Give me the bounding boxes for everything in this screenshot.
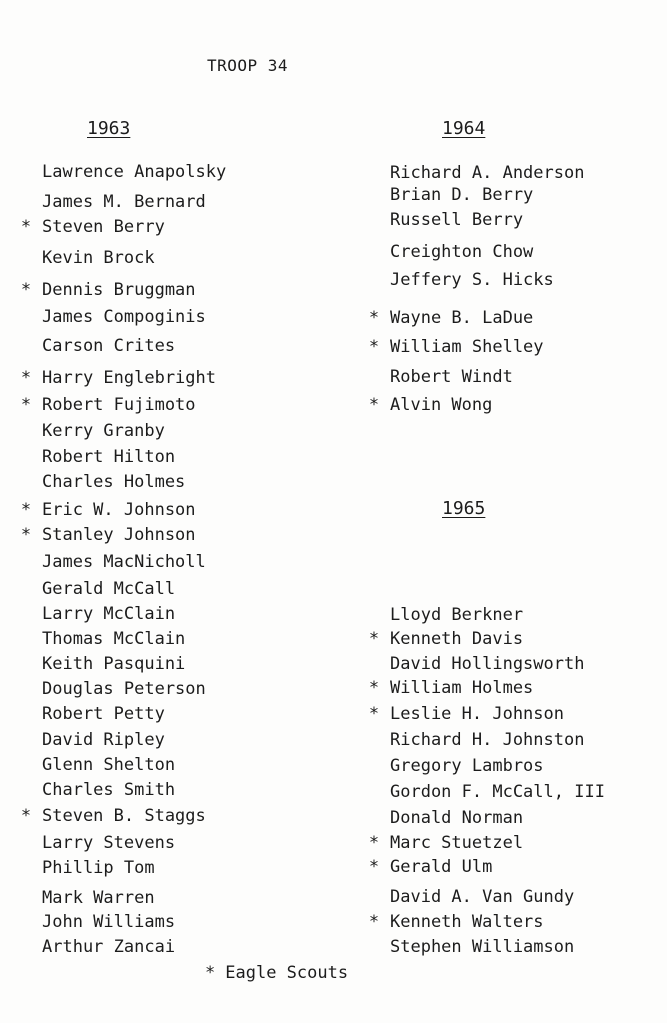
member-name: David Hollingsworth (390, 654, 585, 674)
member-entry (368, 912, 544, 932)
member-entry (390, 782, 605, 802)
legend-label: Eagle Scouts (225, 963, 349, 983)
eagle-scout-asterisk-icon: * (368, 857, 380, 877)
member-entry (390, 654, 584, 674)
member-name: Charles Holmes (42, 472, 186, 492)
member-entry (42, 472, 185, 492)
member-entry (42, 780, 175, 800)
member-name: Stanley Johnson (42, 525, 196, 545)
member-entry (42, 654, 185, 674)
member-name: Glenn Shelton (42, 755, 176, 775)
member-name: Phillip Tom (42, 858, 155, 878)
member-name: Jeffery S. Hicks (390, 270, 554, 290)
member-entry (390, 163, 584, 183)
eagle-scout-asterisk-icon: * (368, 629, 380, 649)
member-name: Robert Windt (390, 367, 513, 387)
member-name: Gregory Lambros (390, 756, 544, 776)
eagle-scout-asterisk-icon: * (20, 368, 32, 388)
member-entry (20, 280, 196, 300)
year-heading-1964: 1964 (442, 118, 486, 139)
eagle-scout-asterisk-icon: * (20, 395, 32, 415)
member-entry (42, 552, 206, 572)
member-entry (42, 755, 175, 775)
member-name: Kerry Granby (42, 421, 165, 441)
member-entry (368, 629, 524, 649)
member-name: James MacNicholl (42, 552, 206, 572)
member-name: William Holmes (390, 678, 534, 698)
member-entry (390, 367, 513, 387)
member-name: James M. Bernard (42, 192, 206, 212)
member-name: Alvin Wong (390, 395, 493, 415)
member-name: Kenneth Walters (390, 912, 544, 932)
member-name: Steven Berry (42, 217, 165, 237)
member-entry (368, 857, 493, 877)
member-name: Gordon F. McCall, III (390, 782, 605, 802)
eagle-scout-asterisk-icon: * (20, 525, 32, 545)
member-name: David Ripley (42, 730, 165, 750)
asterisk-icon: * (205, 963, 216, 983)
member-name: Creighton Chow (390, 242, 534, 262)
eagle-scout-asterisk-icon: * (368, 678, 380, 698)
member-entry (390, 185, 533, 205)
member-entry (390, 756, 544, 776)
member-entry (20, 368, 216, 388)
member-name: Donald Norman (390, 808, 524, 828)
eagle-scout-asterisk-icon: * (20, 217, 32, 237)
member-name: Richard H. Johnston (390, 730, 585, 750)
member-entry (390, 210, 523, 230)
member-name: Dennis Bruggman (42, 280, 196, 300)
eagle-scout-asterisk-icon: * (368, 337, 380, 357)
member-name: William Shelley (390, 337, 544, 357)
member-entry (368, 678, 534, 698)
member-entry (42, 858, 155, 878)
eagle-scout-asterisk-icon: * (20, 280, 32, 300)
member-entry (42, 162, 226, 182)
member-name: Lloyd Berkner (390, 605, 524, 625)
member-name: Larry McClain (42, 604, 176, 624)
legend-eagle-scouts (205, 963, 348, 983)
member-entry (390, 887, 574, 907)
member-name: Russell Berry (390, 210, 524, 230)
member-entry (42, 730, 165, 750)
member-entry (368, 308, 534, 328)
member-entry (390, 808, 523, 828)
member-name: Larry Stevens (42, 833, 176, 853)
member-name: Richard A. Anderson (390, 163, 585, 183)
member-name: Leslie H. Johnson (390, 704, 564, 724)
member-name: Douglas Peterson (42, 679, 206, 699)
member-entry (20, 806, 206, 826)
member-name: Kevin Brock (42, 248, 155, 268)
member-name: Robert Hilton (42, 447, 176, 467)
year-heading-1965: 1965 (442, 498, 486, 519)
member-entry (20, 217, 165, 237)
member-name: Carson Crites (42, 336, 176, 356)
member-name: Gerald McCall (42, 579, 176, 599)
member-entry (42, 888, 155, 908)
member-entry (368, 395, 493, 415)
eagle-scout-asterisk-icon: * (368, 704, 380, 724)
member-name: Harry Englebright (42, 368, 216, 388)
member-entry (20, 395, 196, 415)
member-entry (390, 605, 523, 625)
member-entry (42, 704, 165, 724)
member-entry (42, 629, 185, 649)
year-heading-1963: 1963 (87, 118, 131, 139)
member-entry (42, 192, 206, 212)
member-name: Gerald Ulm (390, 857, 493, 877)
member-entry (42, 679, 206, 699)
member-name: James Compoginis (42, 307, 206, 327)
member-entry (20, 525, 196, 545)
member-name: Stephen Williamson (390, 937, 575, 957)
member-name: Robert Fujimoto (42, 395, 196, 415)
member-entry (368, 337, 544, 357)
member-entry (390, 270, 554, 290)
member-entry (42, 248, 155, 268)
member-name: Wayne B. LaDue (390, 308, 534, 328)
member-name: Eric W. Johnson (42, 500, 196, 520)
member-name: Marc Stuetzel (390, 833, 524, 853)
member-entry (42, 604, 175, 624)
member-entry (42, 912, 175, 932)
member-entry (390, 242, 533, 262)
eagle-scout-asterisk-icon: * (368, 912, 380, 932)
member-entry (42, 833, 175, 853)
member-entry (42, 447, 175, 467)
member-name: Brian D. Berry (390, 185, 534, 205)
member-entry (42, 421, 165, 441)
member-name: David A. Van Gundy (390, 887, 575, 907)
member-name: Steven B. Staggs (42, 806, 206, 826)
member-entry (42, 307, 206, 327)
page-title: TROOP 34 (207, 56, 289, 75)
member-entry (368, 833, 524, 853)
member-name: Lawrence Anapolsky (42, 162, 227, 182)
member-name: Robert Petty (42, 704, 165, 724)
member-entry (390, 730, 584, 750)
member-name: Charles Smith (42, 780, 176, 800)
member-entry (42, 579, 175, 599)
member-name: Keith Pasquini (42, 654, 186, 674)
eagle-scout-asterisk-icon: * (20, 500, 32, 520)
member-name: Kenneth Davis (390, 629, 524, 649)
member-entry (42, 336, 175, 356)
member-name: Mark Warren (42, 888, 155, 908)
member-entry (368, 704, 564, 724)
member-entry (42, 937, 175, 957)
member-name: Thomas McClain (42, 629, 186, 649)
eagle-scout-asterisk-icon: * (20, 806, 32, 826)
member-entry (20, 500, 196, 520)
member-name: Arthur Zancai (42, 937, 176, 957)
eagle-scout-asterisk-icon: * (368, 833, 380, 853)
eagle-scout-asterisk-icon: * (368, 308, 380, 328)
member-name: John Williams (42, 912, 176, 932)
eagle-scout-asterisk-icon: * (368, 395, 380, 415)
member-entry (390, 937, 574, 957)
